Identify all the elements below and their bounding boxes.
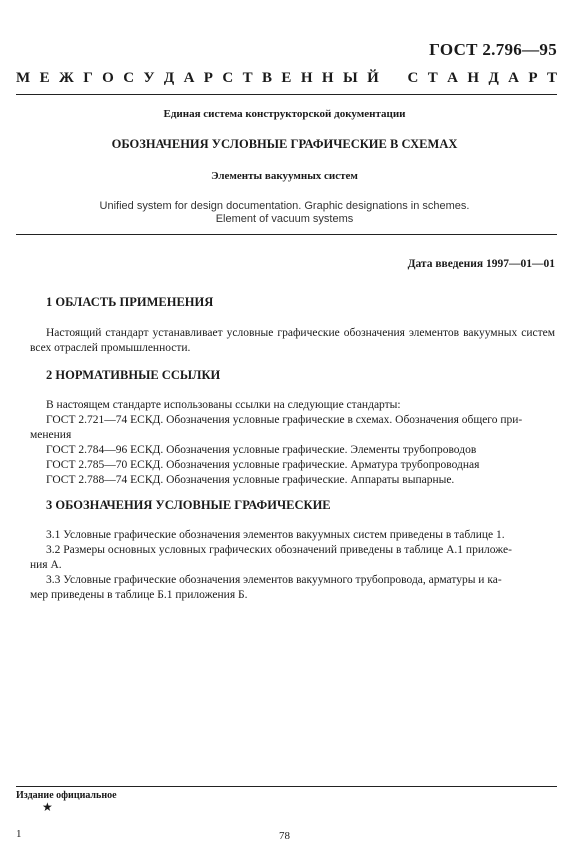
english-title-line1: Unified system for design documentation. Graphic designations in schemes. — [99, 200, 470, 212]
clause-3-3: 3.3 Условные графические обозначения элементов вакуумного трубопровода, арматуры и ка- — [46, 574, 502, 586]
footer-rule — [16, 786, 557, 787]
star-mark: ★ — [42, 800, 53, 814]
interstate-letter: О — [102, 70, 114, 86]
section-2-heading: 2 НОРМАТИВНЫЕ ССЫЛКИ — [46, 368, 221, 382]
reference-gost-2-784: ГОСТ 2.784—96 ЕСКД. Обозначения условные графические. Элементы трубопроводов — [46, 444, 477, 456]
interstate-letter: С — [222, 70, 234, 86]
introduction-date: Дата введения 1997—01—01 — [407, 258, 555, 270]
interstate-standard-banner — [16, 70, 557, 87]
interstate-letter: Д — [488, 70, 499, 86]
clause-3-2: 3.2 Размеры основных условных графических обозначений приведены в таблице А.1 приложе- — [46, 544, 512, 556]
interstate-letter: Е — [281, 70, 292, 86]
official-edition-label: Издание официальное — [16, 790, 117, 801]
interstate-letter: Т — [546, 70, 557, 86]
reference-gost-2-785: ГОСТ 2.785—70 ЕСКД. Обозначения условные графические. Арматура трубопроводная — [46, 459, 480, 471]
system-title: Единая система конструкторской документации — [163, 108, 406, 120]
interstate-letter: Н — [467, 70, 480, 86]
interstate-letter: Р — [528, 70, 538, 86]
interstate-letter: Р — [203, 70, 213, 86]
main-title: ОБОЗНАЧЕНИЯ УСЛОВНЫЕ ГРАФИЧЕСКИЕ В СХЕМАХ — [111, 137, 458, 151]
interstate-letter: Н — [321, 70, 334, 86]
section-1-heading: 1 ОБЛАСТЬ ПРИМЕНЕНИЯ — [46, 295, 214, 309]
reference-gost-2-721: ГОСТ 2.721—74 ЕСКД. Обозначения условные графические в схемах. Обозначения общего при- — [46, 414, 523, 426]
interstate-letter: А — [508, 70, 520, 86]
clause-3-2-cont: ния А. — [30, 559, 62, 571]
interstate-letter: Д — [163, 70, 175, 86]
interstate-letter: Ж — [58, 70, 74, 86]
interstate-letter: С — [407, 70, 419, 86]
interstate-letter: Ы — [342, 70, 358, 86]
interstate-letter: Н — [300, 70, 313, 86]
section-2-intro: В настоящем стандарте использованы ссылки на следующие стандарты: — [46, 399, 401, 411]
english-title-line2: Element of vacuum systems — [215, 213, 354, 225]
clause-3-1: 3.1 Условные графические обозначения элементов вакуумных систем приведены в таблице 1. — [46, 529, 505, 541]
clause-3-3-cont: мер приведены в таблице Б.1 приложения Б. — [30, 589, 248, 601]
interstate-letter: А — [447, 70, 458, 86]
reference-gost-2-788: ГОСТ 2.788—74 ЕСКД. Обозначения условные графические. Аппараты выпарные. — [46, 474, 455, 486]
interstate-letter: Й — [367, 70, 379, 86]
interstate-letter: Т — [427, 70, 438, 86]
interstate-letter: У — [143, 70, 155, 86]
interstate-letter: Е — [39, 70, 50, 86]
interstate-letter: Г — [83, 70, 93, 86]
title-rule — [16, 234, 557, 235]
interstate-letter: А — [183, 70, 195, 86]
section-3-heading: 3 ОБОЗНАЧЕНИЯ УСЛОВНЫЕ ГРАФИЧЕСКИЕ — [46, 498, 331, 512]
interstate-letter: Т — [242, 70, 253, 86]
interstate-letter — [388, 70, 398, 87]
document-code: ГОСТ 2.796—95 — [429, 40, 557, 59]
left-number: 1 — [16, 828, 22, 840]
reference-gost-2-721-cont: менения — [30, 429, 72, 441]
interstate-letter: М — [16, 70, 31, 86]
page-number: 78 — [279, 830, 290, 842]
section-1-text: Настоящий стандарт устанавливает условные графические обозначения элементов вакуумных систем всех отраслей промышленности. — [30, 327, 555, 354]
interstate-letter: С — [123, 70, 135, 86]
header-rule — [16, 94, 557, 95]
interstate-letter: В — [262, 70, 273, 86]
subtitle: Элементы вакуумных систем — [211, 170, 358, 182]
